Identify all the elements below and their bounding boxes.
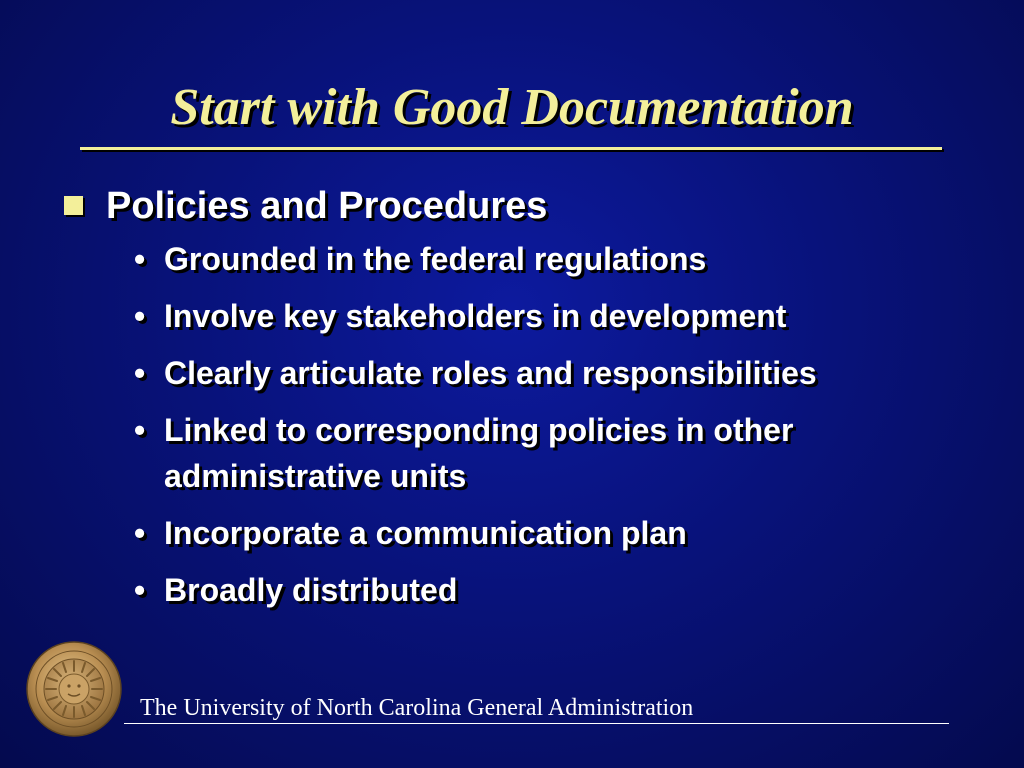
sub-bullet-list xyxy=(62,236,1002,613)
main-bullet xyxy=(62,182,1002,230)
list-item-text: Clearly articulate roles and responsibilities xyxy=(164,355,817,391)
square-bullet-icon xyxy=(64,196,83,215)
footer-organization-name: The University of North Carolina General Administration xyxy=(140,695,694,721)
bullet-dot-icon: • xyxy=(134,572,146,608)
list-item-text: Incorporate a communication plan xyxy=(164,515,687,551)
bullet-dot-icon: • xyxy=(134,412,146,448)
list-item-text: Grounded in the federal regulations xyxy=(164,241,707,277)
title-underline xyxy=(80,147,942,150)
main-bullet-text: Policies and Procedures xyxy=(106,185,548,227)
bullet-dot-icon: • xyxy=(134,298,146,334)
slide-content xyxy=(62,182,1002,624)
bullet-dot-icon: • xyxy=(134,355,146,391)
list-item xyxy=(62,510,1002,556)
list-item xyxy=(62,407,1002,499)
list-item-text: Involve key stakeholders in development xyxy=(164,298,787,334)
bullet-dot-icon: • xyxy=(134,241,146,277)
list-item xyxy=(62,567,1002,613)
list-item xyxy=(62,293,1002,339)
list-item-text: Linked to corresponding policies in other administrative units xyxy=(164,412,794,494)
university-seal-icon xyxy=(26,641,122,737)
list-item xyxy=(62,350,1002,396)
slide-title: Start with Good Documentation xyxy=(170,79,854,136)
bullet-dot-icon: • xyxy=(134,515,146,551)
list-item-text: Broadly distributed xyxy=(164,572,458,608)
footer-rule xyxy=(124,723,949,724)
list-item xyxy=(62,236,1002,282)
